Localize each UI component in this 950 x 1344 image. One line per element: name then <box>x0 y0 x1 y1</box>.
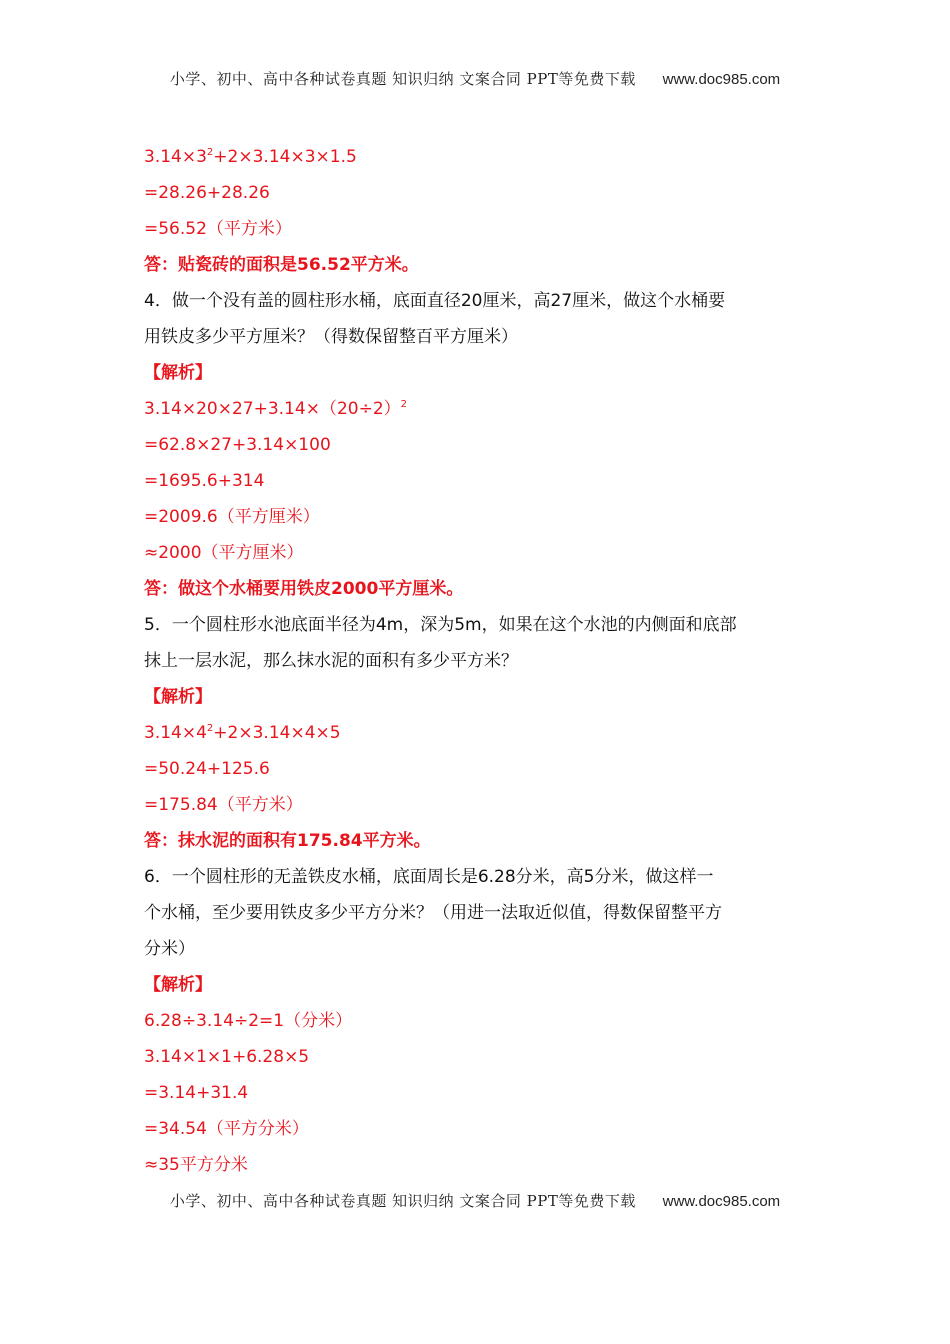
analysis-heading-4: 【解析】 <box>144 363 212 383</box>
footer-url[interactable]: www.doc985.com <box>662 1193 781 1210</box>
document-body <box>144 139 814 1183</box>
calc-5-line-1: $3.14\times 4^2+2\times 3.14\times 4\times 5$ <box>144 723 341 743</box>
question-5-line-1: 5．一个圆柱形水池底面半径为4m，深为5m，如果在这个水池的内侧面和底部 <box>144 615 737 635</box>
calc-line-2: =28.26+28.26 <box>144 183 270 203</box>
answer-line-5: 答：抹水泥的面积有175.84平方米。 <box>144 831 431 851</box>
question-5-line-2: 抹上一层水泥，那么抹水泥的面积有多少平方米？ <box>144 651 518 671</box>
calc-4-line-5: ≈2000（平方厘米） <box>144 543 304 563</box>
page-footer <box>0 1190 950 1211</box>
question-4-line-2: 用铁皮多少平方厘米？（得数保留整百平方厘米） <box>144 327 518 347</box>
analysis-heading-5: 【解析】 <box>144 687 212 707</box>
calc-6-line-3: =3.14+31.4 <box>144 1083 249 1103</box>
page-header <box>0 68 950 89</box>
calc-4-line-3: =1695.6+314 <box>144 471 265 491</box>
calc-6-line-5: ≈35平方分米 <box>144 1155 248 1175</box>
question-4-line-1: 4．做一个没有盖的圆柱形水桶，底面直径20厘米，高27厘米，做这个水桶要 <box>144 291 726 311</box>
calc-line-3: =56.52（平方米） <box>144 219 292 239</box>
answer-line-3: 答：贴瓷砖的面积是56.52平方米。 <box>144 255 419 275</box>
answer-line-4: 答：做这个水桶要用铁皮2000平方厘米。 <box>144 579 464 599</box>
calc-line-1: $3.14\times 3^2+2\times 3.14\times 3\times 1.5$ <box>144 147 357 167</box>
calc-4-line-2: =62.8×27+3.14×100 <box>144 435 331 455</box>
calc-5-line-2: =50.24+125.6 <box>144 759 270 779</box>
calc-6-line-4: =34.54（平方分米） <box>144 1119 309 1139</box>
question-6-line-2: 个水桶，至少要用铁皮多少平方分米？（用进一法取近似值，得数保留整平方 <box>144 903 722 923</box>
question-6-line-1: 6．一个圆柱形的无盖铁皮水桶，底面周长是6.28分米，高5分米，做这样一 <box>144 867 714 887</box>
calc-6-line-2: 3.14×1×1+6.28×5 <box>144 1047 310 1067</box>
calc-5-line-3: =175.84（平方米） <box>144 795 303 815</box>
calc-4-line-1: $3.14\times 20\times 27+3.14\times(20\div 2)^2$ <box>144 399 408 419</box>
question-6-line-3: 分米） <box>144 939 195 959</box>
footer-text: 小学、初中、高中各种试卷真题 知识归纳 文案合同 PPT等免费下载 <box>169 1192 636 1210</box>
header-text: 小学、初中、高中各种试卷真题 知识归纳 文案合同 PPT等免费下载 <box>169 70 636 88</box>
calc-6-line-1: 6.28÷3.14÷2=1（分米） <box>144 1011 353 1031</box>
calc-4-line-4: =2009.6（平方厘米） <box>144 507 320 527</box>
header-url[interactable]: www.doc985.com <box>662 71 781 88</box>
analysis-heading-6: 【解析】 <box>144 975 212 995</box>
